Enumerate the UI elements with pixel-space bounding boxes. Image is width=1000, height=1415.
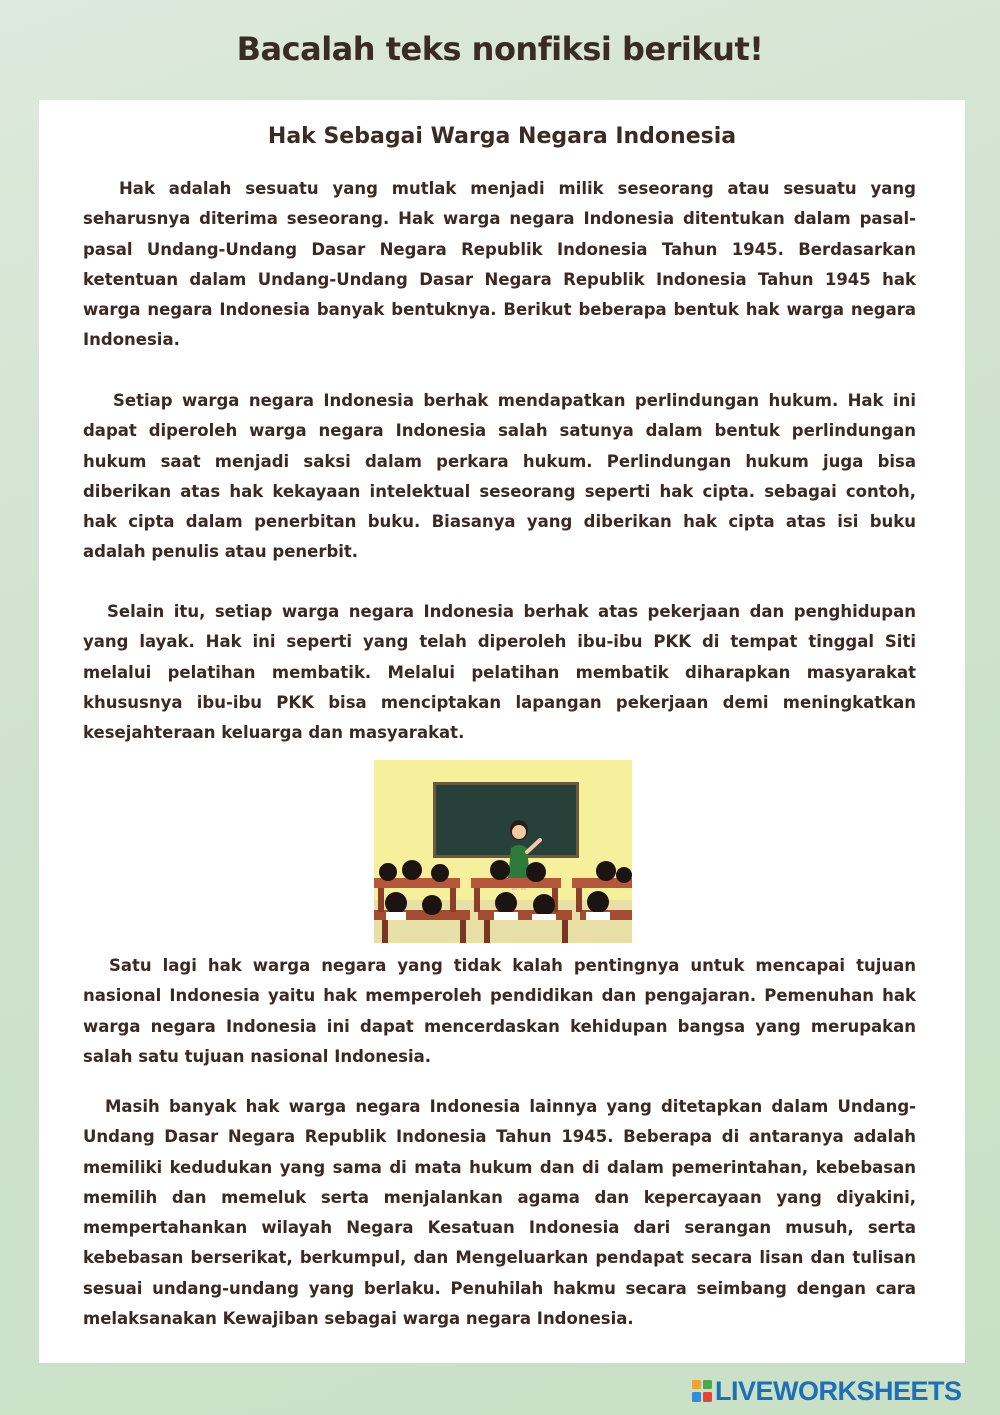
classroom-illustration [374, 760, 632, 943]
paragraph-3: Selain itu, setiap warga negara Indonesia berhak atas pekerjaan dan penghidupan yang layak. Hak ini seperti yang telah diperoleh ibu-ibu PKK di tempat tinggal Siti melalui pelatihan membatik. Melalui pelatihan membatik diharapkan masyarakat khususnya ibu-ibu PKK bisa menciptakan lapangan pekerjaan demi meningkatkan kesejahteraan keluarga dan masyarakat. [83, 602, 916, 743]
paragraph-5: Masih banyak hak warga negara Indonesia lainnya yang ditetapkan dalam Undang-Undang Dasar Negara Republik Indonesia Tahun 1945. Beberapa di antaranya adalah memiliki kedudukan yang sama di mata hukum dan di dalam pemerintahan, kebebasan memilih dan memeluk serta menjalankan agama dan kepercayaan yang diyakini, mempertahankan wilayah Negara Kesatuan Indonesia dari serangan musuh, serta kebebasan berserikat, berkumpul, dan Mengeluarkan pendapat secara lisan dan tulisan sesuai undang-undang yang berlaku. Penuhilah hakmu secara seimbang dengan cara melaksanakan Kewajiban sebagai warga negara Indonesia. [83, 1097, 916, 1329]
paragraph-2: Setiap warga negara Indonesia berhak mendapatkan perlindungan hukum. Hak ini dapat diperoleh warga negara Indonesia salah satunya dalam bentuk perlindungan hukum saat menjadi saksi dalam perkara hukum. Perlindungan hukum juga bisa diberikan atas hak kekayaan intelektual seseorang seperti hak cipta. sebagai contoh, hak cipta dalam penerbitan buku. Biasanya yang diberikan hak cipta atas isi buku adalah penulis atau penerbit. [83, 391, 916, 562]
document-title: Hak Sebagai Warga Negara Indonesia [267, 124, 737, 149]
paragraph-4: Satu lagi hak warga negara yang tidak kalah pentingnya untuk mencapai tujuan nasional Indonesia yaitu hak memperoleh pendidikan dan pengajaran. Pemenuhan hak warga negara Indonesia ini dapat mencerdaskan kehidupan bangsa yang merupakan salah satu tujuan nasional Indonesia. [83, 956, 916, 1066]
liveworksheets-brand[interactable] [692, 1376, 962, 1406]
paragraph-1: Hak adalah sesuatu yang mutlak menjadi milik seseorang atau sesuatu yang seharusnya diterima seseorang. Hak warga negara Indonesia ditentukan dalam pasal-pasal Undang-Undang Dasar Negara Republik Indonesia Tahun 1945. Berdasarkan ketentuan dalam Undang-Undang Dasar Negara Republik Indonesia Tahun 1945 hak warga negara Indonesia banyak bentuknya. Berikut beberapa bentuk hak warga negara Indonesia. [83, 179, 916, 350]
page-heading: Bacalah teks nonfiksi berikut! [236, 30, 764, 68]
brand-name: LIVEWORKSHEETS [715, 1375, 962, 1406]
document-panel [39, 100, 965, 1363]
liveworksheets-logo-icon [692, 1380, 712, 1402]
